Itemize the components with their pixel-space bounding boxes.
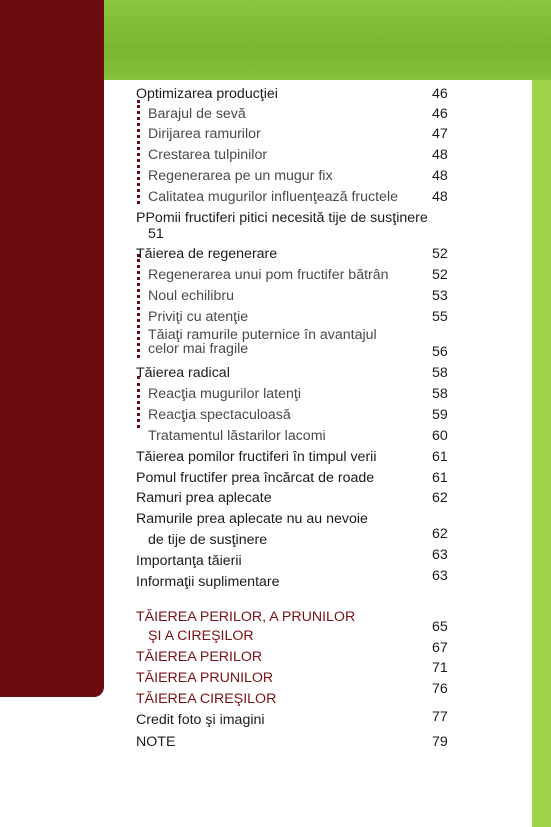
- toc-entry-page: 60: [432, 428, 448, 444]
- toc-entry-title: Tăierea pomilor fructiferi în timpul verii: [136, 449, 377, 465]
- toc-entry-title: PPomii fructiferi pitici necesită tije de susţinere: [136, 210, 428, 226]
- toc-dotted-connector: [137, 254, 140, 358]
- toc-entry-page: 61: [432, 470, 448, 486]
- toc-entry-page: 46: [432, 86, 448, 102]
- toc-chapter-title: TĂIEREA PERILOR, A PRUNILOR: [136, 609, 356, 625]
- toc-subentry-title: Priviţi cu atenţie: [148, 309, 249, 325]
- toc-subentry-title: Tratamentul lăstarilor lacomi: [148, 428, 326, 444]
- toc-entry-page: 62: [432, 490, 448, 506]
- toc-dotted-connector: [137, 100, 140, 204]
- toc-entry-title: Importanţa tăierii: [136, 553, 242, 569]
- toc-entry-page: 47: [432, 126, 448, 142]
- toc-entry-title: Informaţii suplimentare: [136, 574, 280, 590]
- toc-entry-page: 56: [432, 344, 448, 360]
- toc-chapter-title: TĂIEREA PRUNILOR: [136, 670, 274, 686]
- toc-subentry-title-line2: celor mai fragile: [148, 341, 249, 357]
- toc-entry-page: 71: [432, 660, 448, 676]
- toc-entry-title: Tăierea de regenerare: [136, 246, 278, 262]
- toc-subentry-title: Regenerarea unui pom fructifer bătrân: [148, 267, 389, 283]
- toc-entry-page: 51: [148, 226, 164, 242]
- toc-entry-page: 48: [432, 168, 448, 184]
- toc-entry-page: 61: [432, 449, 448, 465]
- toc-entry-page: 59: [432, 407, 448, 423]
- toc-entry-page: 63: [432, 547, 448, 563]
- toc-entry-title: Pomul fructifer prea încărcat de roade: [136, 470, 375, 486]
- toc-entry-page: 79: [432, 734, 448, 750]
- toc-subentry-title: Regenerarea pe un mugur fix: [148, 168, 333, 184]
- toc-entry-page: 77: [432, 709, 448, 725]
- toc-entry-page: 63: [432, 568, 448, 584]
- toc-entry-page: 52: [432, 246, 448, 262]
- toc-entry-title: Tăierea radical: [136, 365, 230, 381]
- toc-entry-page: 76: [432, 681, 448, 697]
- toc-dotted-connector: [137, 376, 140, 428]
- toc-entry-page: 52: [432, 267, 448, 283]
- toc-entry-page: 58: [432, 386, 448, 402]
- toc-entry-title: Ramuri prea aplecate: [136, 490, 272, 506]
- toc-subentry-title: Crestarea tulpinilor: [148, 147, 268, 163]
- toc-entry-title-line2: de tije de susţinere: [148, 532, 268, 548]
- toc-subentry-title: Reacţia spectaculoasă: [148, 407, 291, 423]
- toc-chapter-title: TĂIEREA CIREŞILOR: [136, 691, 277, 707]
- toc-entry-title: NOTE: [136, 734, 176, 750]
- toc-subentry-title: Calitatea mugurilor influenţează fructele: [148, 189, 398, 205]
- toc-entry-title: Ramurile prea aplecate nu au nevoie: [136, 511, 368, 527]
- toc-entry-page: 55: [432, 309, 448, 325]
- toc-subentry-title: Barajul de sevă: [148, 106, 246, 122]
- toc-entry-title: Optimizarea producţiei: [136, 86, 278, 102]
- toc-subentry-title: Dirijarea ramurilor: [148, 126, 261, 142]
- toc-entry-page: 53: [432, 288, 448, 304]
- toc-subentry-title: Reacţia mugurilor latenţi: [148, 386, 301, 402]
- toc-entry-title: Credit foto şi imagini: [136, 712, 265, 728]
- toc-subentry-title: Tăiaţi ramurile puternice în avantajul: [148, 327, 377, 343]
- toc-chapter-title-line2: ŞI A CIREŞILOR: [148, 628, 254, 644]
- toc-subentry-title: Noul echilibru: [148, 288, 234, 304]
- toc-chapter-title: TĂIEREA PERILOR: [136, 649, 263, 665]
- toc-entry-page: 48: [432, 147, 448, 163]
- toc-entry-page: 58: [432, 365, 448, 381]
- toc-entry-page: 46: [432, 106, 448, 122]
- toc-entry-page: 65: [432, 619, 448, 635]
- toc-entry-page: 62: [432, 526, 448, 542]
- toc-entry-page: 48: [432, 189, 448, 205]
- toc-entry-page: 67: [432, 640, 448, 656]
